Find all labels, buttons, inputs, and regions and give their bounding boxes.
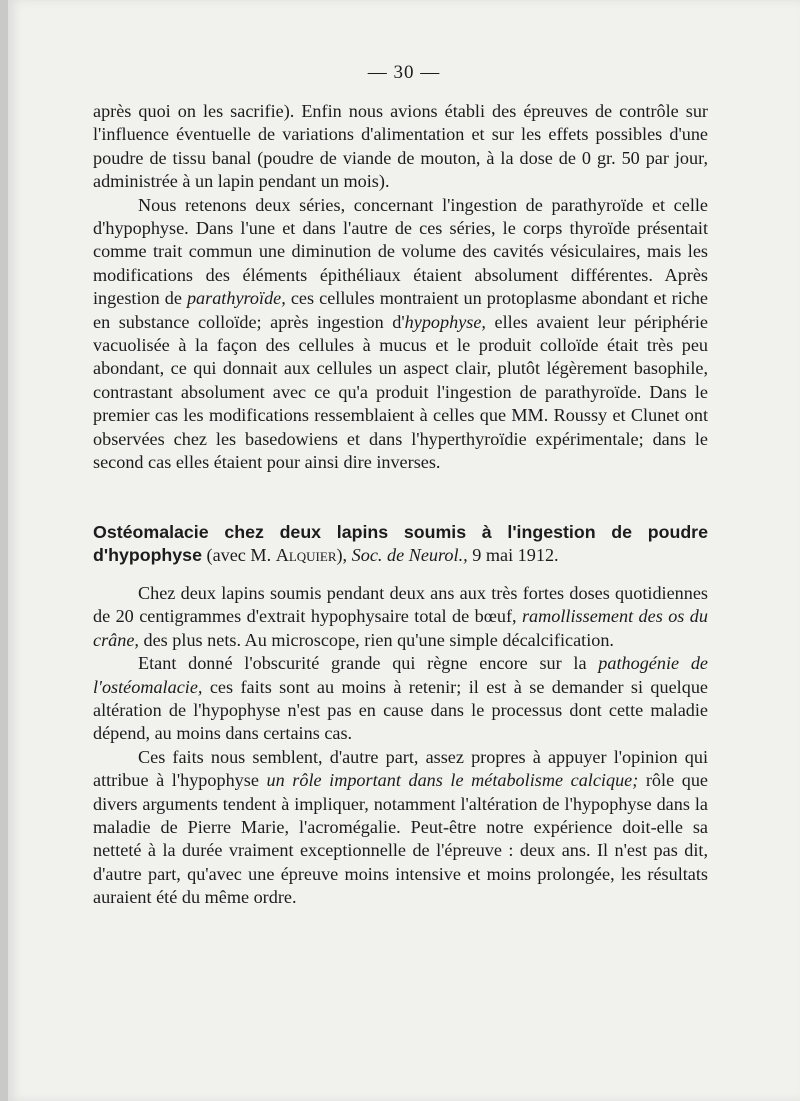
text-run: (avec M. xyxy=(201,545,276,566)
paragraph-pathogenie xyxy=(93,652,708,746)
paragraph-rabbits xyxy=(93,582,708,652)
page-number: — 30 — xyxy=(367,62,441,83)
text-run: ces cellules montraient un protoplasme abondant et riche en substance colloïde; après ingestion d' xyxy=(93,288,708,332)
italic-ramollissement: ramollissement des os du crâne, xyxy=(93,606,708,650)
italic-pathogenie: pathogénie de l'ostéomalacie, xyxy=(93,653,708,697)
italic-parathyroide: parathyroïde, xyxy=(186,288,286,309)
paragraph-calcium-role xyxy=(93,746,708,910)
text-run: ces faits sont au moins à retenir; il est à se demander si quelque altération de l'hypophyse n'est pas en cause dans le processus dont cette maladie dépend, au moins dans certains cas. xyxy=(93,676,708,744)
text-run: des plus nets. Au microscope, rien qu'une simple décalcification. xyxy=(138,629,614,650)
article-heading xyxy=(93,521,708,568)
document-page xyxy=(8,0,800,1101)
text-run: ), xyxy=(336,545,352,566)
text-run: elles avaient leur périphérie vacuolisée à la façon des cellules à mucus et le produit colloïde était très peu abondant, ce qui donnait aux cellules un aspect clair, plutôt légèrement basophile, contrastant absolument avec ce qu'a produit l'ingestion de parathyroïde. Dans le premier cas les modifications ressemblaient à celles que MM. Roussy et Clunet ont observées chez les basedowiens et dans l'hyperthyroïdie expérimentale; dans le second cas elles étaient pour ainsi dire inverses. xyxy=(93,311,708,473)
paragraph-two-series xyxy=(93,194,708,475)
text-run: Chez deux lapins soumis pendant deux ans aux très fortes doses quotidiennes de 20 centigrammes d'extrait hypophysaire total de bœuf, xyxy=(93,583,708,627)
paragraph-control-tests: après quoi on les sacrifie). Enfin nous avions établi des épreuves de contrôle sur l'influence éventuelle de variations d'alimentation et sur les effets possibles d'une poudre de tissu banal (poudre de viande de mouton, à la dose de 0 gr. 50 par jour, administrée à un lapin pendant un mois). xyxy=(93,101,708,192)
section-thyroid-results xyxy=(93,100,708,475)
section-osteomalacia xyxy=(93,582,708,910)
journal-name: Soc. de Neurol., xyxy=(351,545,468,566)
heading-reference xyxy=(202,545,559,565)
heading-title: Ostéomalacie chez deux lapins soumis à l'ingestion de poudre d'hypophyse xyxy=(93,522,708,566)
italic-metabolisme: un rôle important dans le métabolisme calcique; xyxy=(266,770,639,791)
text-run: Nous retenons deux séries, concernant l'ingestion de parathyroïde et celle d'hypophyse. Dans l'une et dans l'autre de ces séries, le corps thyroïde présentait comme trait commun une diminution de volume des cavités vésiculaires, mais les modifications des éléments épithéliaux étaient absolument différentes. Après ingestion de xyxy=(93,194,708,309)
text-run: Ces faits nous semblent, d'autre part, assez propres à appuyer l'opinion qui attribue à l'hypophyse xyxy=(93,746,708,791)
italic-hypophyse: hypophyse, xyxy=(404,311,486,332)
heading-line xyxy=(93,521,708,568)
text-run: rôle que divers arguments tendent à impliquer, notamment l'altération de l'hypophyse dans la maladie de Pierre Marie, l'acromégalie. Peut-être notre expérience doit-elle sa netteté à la durée vraiment exceptionnelle de l'épreuve : deux ans. Il n'est pas dit, d'autre part, qu'avec une épreuve moins intensive et moins prolongée, les résultats auraient été du même ordre. xyxy=(93,770,708,908)
text-run: Etant donné l'obscurité grande qui règne encore sur la xyxy=(138,653,599,674)
author-name: Alquier xyxy=(275,545,337,566)
publication-date: 9 mai 1912. xyxy=(467,545,559,566)
